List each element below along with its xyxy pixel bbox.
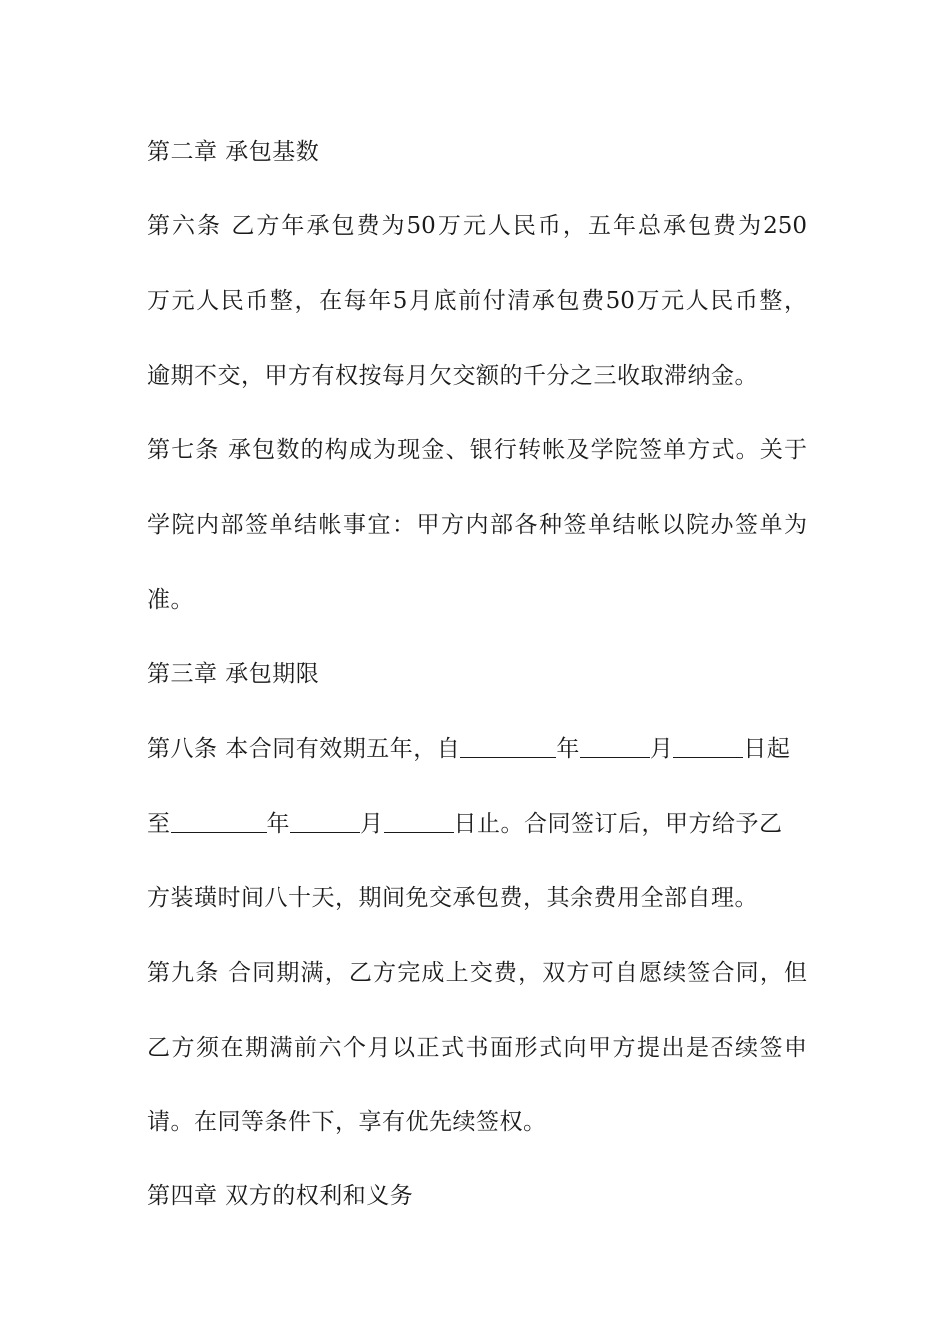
blank-field-end-day bbox=[384, 810, 454, 833]
to-label: 至 bbox=[147, 811, 171, 837]
blank-field-start-month bbox=[580, 735, 650, 758]
article-8-line-2 bbox=[147, 809, 783, 839]
article-6-line-2: 万元人民币整，在每年5月底前付清承包费50万元人民币整， bbox=[147, 288, 807, 314]
blank-field-start-year bbox=[460, 735, 556, 758]
year-label: 年 bbox=[266, 811, 290, 837]
blank-field-end-month bbox=[290, 810, 360, 833]
chapter-3-heading: 第三章 承包期限 bbox=[147, 661, 320, 687]
article-6-line-3: 逾期不交，甲方有权按每月欠交额的千分之三收取滞纳金。 bbox=[147, 363, 758, 389]
year-label: 年 bbox=[556, 736, 580, 762]
article-7-line-2: 学院内部签单结帐事宜：甲方内部各种签单结帐以院办签单为 bbox=[147, 512, 807, 538]
article-8-line-3: 方装璜时间八十天，期间免交承包费，其余费用全部自理。 bbox=[147, 885, 758, 911]
article-7-line-1: 第七条 承包数的构成为现金、银行转帐及学院签单方式。关于 bbox=[147, 437, 807, 463]
month-label: 月 bbox=[649, 736, 674, 762]
chapter-4-heading: 第四章 双方的权利和义务 bbox=[147, 1183, 414, 1209]
blank-field-start-day bbox=[673, 735, 743, 758]
day-start-label: 日起 bbox=[743, 736, 791, 762]
article-9-line-3: 请。在同等条件下，享有优先续签权。 bbox=[147, 1109, 547, 1135]
month-label: 月 bbox=[360, 811, 384, 837]
article-8-line-1 bbox=[147, 734, 790, 764]
article-8-suffix: 日止。合同签订后，甲方给予乙 bbox=[453, 811, 783, 837]
article-9-line-1: 第九条 合同期满，乙方完成上交费，双方可自愿续签合同，但 bbox=[147, 960, 807, 986]
blank-field-end-year bbox=[171, 810, 267, 833]
article-7-line-3: 准。 bbox=[147, 587, 194, 613]
article-9-line-2: 乙方须在期满前六个月以正式书面形式向甲方提出是否续签申 bbox=[147, 1035, 807, 1061]
chapter-2-heading: 第二章 承包基数 bbox=[147, 139, 320, 165]
article-6-line-1: 第六条 乙方年承包费为50万元人民币，五年总承包费为250 bbox=[147, 213, 807, 239]
article-8-prefix: 第八条 本合同有效期五年，自 bbox=[147, 736, 461, 762]
